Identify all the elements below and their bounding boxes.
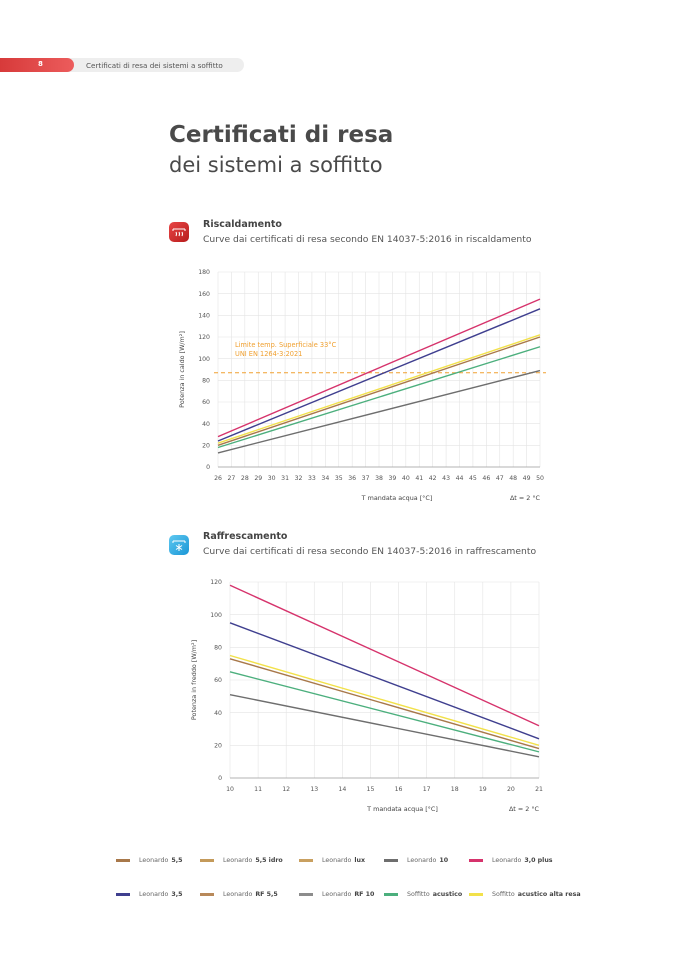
legend-item bbox=[200, 891, 278, 898]
legend-item bbox=[469, 891, 581, 898]
y-tick-label: 20 bbox=[214, 742, 222, 750]
legend-prefix: Leonardo bbox=[407, 857, 437, 864]
legend-item bbox=[469, 857, 553, 864]
legend-item bbox=[299, 857, 365, 864]
y-tick-label: 120 bbox=[210, 579, 222, 587]
y-tick-label: 60 bbox=[202, 399, 210, 407]
radiant-heating-icon bbox=[169, 222, 189, 242]
legend-item bbox=[299, 891, 374, 898]
delta-t-note: Δt = 2 °C bbox=[509, 494, 540, 502]
legend-prefix: Leonardo bbox=[322, 891, 352, 898]
x-tick-label: 35 bbox=[334, 475, 343, 482]
y-axis-label: Potenza in caldo [W/m²] bbox=[178, 331, 186, 408]
legend-item bbox=[200, 857, 283, 864]
legend-prefix: Leonardo bbox=[492, 857, 522, 864]
x-tick-label: 46 bbox=[482, 475, 491, 482]
legend-item bbox=[384, 891, 462, 898]
page-subtitle: dei sistemi a soffitto bbox=[169, 153, 383, 177]
x-tick-label: 30 bbox=[267, 475, 276, 482]
legend-model: RF 10 bbox=[354, 891, 375, 898]
y-tick-label: 160 bbox=[198, 290, 210, 298]
x-tick-label: 41 bbox=[415, 475, 424, 482]
legend-swatch bbox=[384, 893, 398, 896]
legend-prefix: Leonardo bbox=[223, 857, 253, 864]
x-tick-label: 29 bbox=[254, 475, 263, 482]
x-tick-label: 12 bbox=[282, 786, 291, 793]
x-tick-label: 40 bbox=[401, 475, 410, 482]
legend-swatch bbox=[384, 859, 398, 862]
x-tick-label: 43 bbox=[442, 475, 451, 482]
legend-swatch bbox=[200, 859, 214, 862]
y-tick-label: 0 bbox=[218, 775, 222, 783]
x-tick-label: 33 bbox=[307, 475, 316, 482]
x-axis-label: T mandata acqua [°C] bbox=[367, 805, 438, 813]
legend-model: 5,5 bbox=[171, 857, 183, 864]
threshold-label: Limite temp. Superficiale 33°C bbox=[235, 340, 337, 349]
series-line bbox=[230, 623, 539, 739]
cooling-chart bbox=[150, 574, 560, 824]
x-tick-label: 50 bbox=[536, 475, 544, 482]
radiant-cooling-snowflake-icon bbox=[169, 535, 189, 555]
x-tick-label: 39 bbox=[388, 475, 397, 482]
legend-swatch bbox=[299, 859, 313, 862]
legend-swatch bbox=[299, 893, 313, 896]
x-axis-label: T mandata acqua [°C] bbox=[361, 494, 433, 502]
legend-model: acustico bbox=[432, 891, 463, 898]
page-title: Certificati di resa bbox=[169, 122, 394, 148]
legend-prefix: Soffitto bbox=[407, 891, 430, 898]
y-tick-label: 100 bbox=[210, 611, 222, 619]
y-tick-label: 120 bbox=[198, 334, 210, 342]
legend-swatch bbox=[200, 893, 214, 896]
x-tick-label: 37 bbox=[361, 475, 370, 482]
page-number: 8 bbox=[38, 60, 43, 68]
x-tick-label: 16 bbox=[394, 786, 403, 793]
x-tick-label: 13 bbox=[310, 786, 319, 793]
x-tick-label: 31 bbox=[281, 475, 290, 482]
x-tick-label: 15 bbox=[366, 786, 375, 793]
legend-prefix: Leonardo bbox=[139, 857, 169, 864]
x-tick-label: 48 bbox=[509, 475, 518, 482]
y-tick-label: 40 bbox=[202, 420, 210, 428]
heating-section-subtitle: Curve dai certificati di resa secondo EN 14037-5:2016 in riscaldamento bbox=[203, 234, 532, 245]
y-tick-label: 40 bbox=[214, 709, 222, 717]
series-line bbox=[230, 656, 539, 746]
legend-swatch bbox=[469, 859, 483, 862]
x-tick-label: 44 bbox=[455, 475, 464, 482]
legend-prefix: Leonardo bbox=[322, 857, 352, 864]
x-tick-label: 14 bbox=[338, 786, 347, 793]
y-tick-label: 0 bbox=[206, 464, 210, 472]
x-tick-label: 26 bbox=[214, 475, 222, 482]
x-tick-label: 18 bbox=[450, 786, 459, 793]
legend-swatch bbox=[116, 859, 130, 862]
page-header bbox=[0, 58, 244, 72]
legend-model: 3,5 bbox=[171, 891, 183, 898]
legend-prefix: Leonardo bbox=[223, 891, 253, 898]
legend-item bbox=[116, 857, 182, 864]
x-tick-label: 11 bbox=[254, 786, 263, 793]
chart-legend bbox=[116, 857, 676, 917]
legend-item bbox=[384, 857, 448, 864]
legend-model: lux bbox=[354, 857, 366, 864]
y-axis-label: Potenza in freddo [W/m²] bbox=[190, 639, 198, 721]
x-tick-label: 21 bbox=[535, 786, 543, 793]
series-line bbox=[230, 672, 539, 752]
y-tick-label: 180 bbox=[198, 269, 210, 277]
y-tick-label: 140 bbox=[198, 312, 210, 320]
x-tick-label: 32 bbox=[294, 475, 303, 482]
page-number-tab bbox=[0, 58, 74, 72]
legend-item bbox=[116, 891, 182, 898]
x-tick-label: 45 bbox=[468, 475, 477, 482]
legend-swatch bbox=[469, 893, 483, 896]
legend-prefix: Soffitto bbox=[492, 891, 515, 898]
legend-model: 5,5 idro bbox=[255, 857, 283, 864]
x-tick-label: 27 bbox=[227, 475, 236, 482]
y-tick-label: 80 bbox=[202, 377, 210, 385]
legend-prefix: Leonardo bbox=[139, 891, 169, 898]
legend-model: RF 5,5 bbox=[255, 891, 278, 898]
x-tick-label: 47 bbox=[495, 475, 504, 482]
x-tick-label: 42 bbox=[428, 475, 437, 482]
heating-chart bbox=[150, 262, 560, 512]
x-tick-label: 49 bbox=[522, 475, 531, 482]
y-tick-label: 100 bbox=[198, 355, 210, 363]
cooling-section-title: Raffrescamento bbox=[203, 531, 288, 542]
x-tick-label: 19 bbox=[478, 786, 487, 793]
y-tick-label: 80 bbox=[214, 644, 222, 652]
legend-model: 3,0 plus bbox=[524, 857, 553, 864]
legend-swatch bbox=[116, 893, 130, 896]
cooling-section-subtitle: Curve dai certificati di resa secondo EN 14037-5:2016 in raffrescamento bbox=[203, 546, 537, 557]
x-tick-label: 36 bbox=[348, 475, 357, 482]
heating-section-title: Riscaldamento bbox=[203, 219, 282, 230]
x-tick-label: 20 bbox=[506, 786, 515, 793]
x-tick-label: 34 bbox=[321, 475, 330, 482]
x-tick-label: 28 bbox=[240, 475, 249, 482]
delta-t-note: Δt = 2 °C bbox=[508, 805, 539, 813]
legend-model: 10 bbox=[439, 857, 449, 864]
legend-model: acustico alta resa bbox=[517, 891, 581, 898]
x-tick-label: 17 bbox=[422, 786, 431, 793]
x-tick-label: 10 bbox=[226, 786, 234, 793]
header-section-title: Certificati di resa dei sistemi a soffitto bbox=[86, 60, 223, 70]
x-tick-label: 38 bbox=[375, 475, 383, 482]
threshold-norm-label: UNI EN 1264-3:2021 bbox=[235, 349, 303, 358]
y-tick-label: 60 bbox=[214, 677, 222, 685]
y-tick-label: 20 bbox=[202, 442, 210, 450]
